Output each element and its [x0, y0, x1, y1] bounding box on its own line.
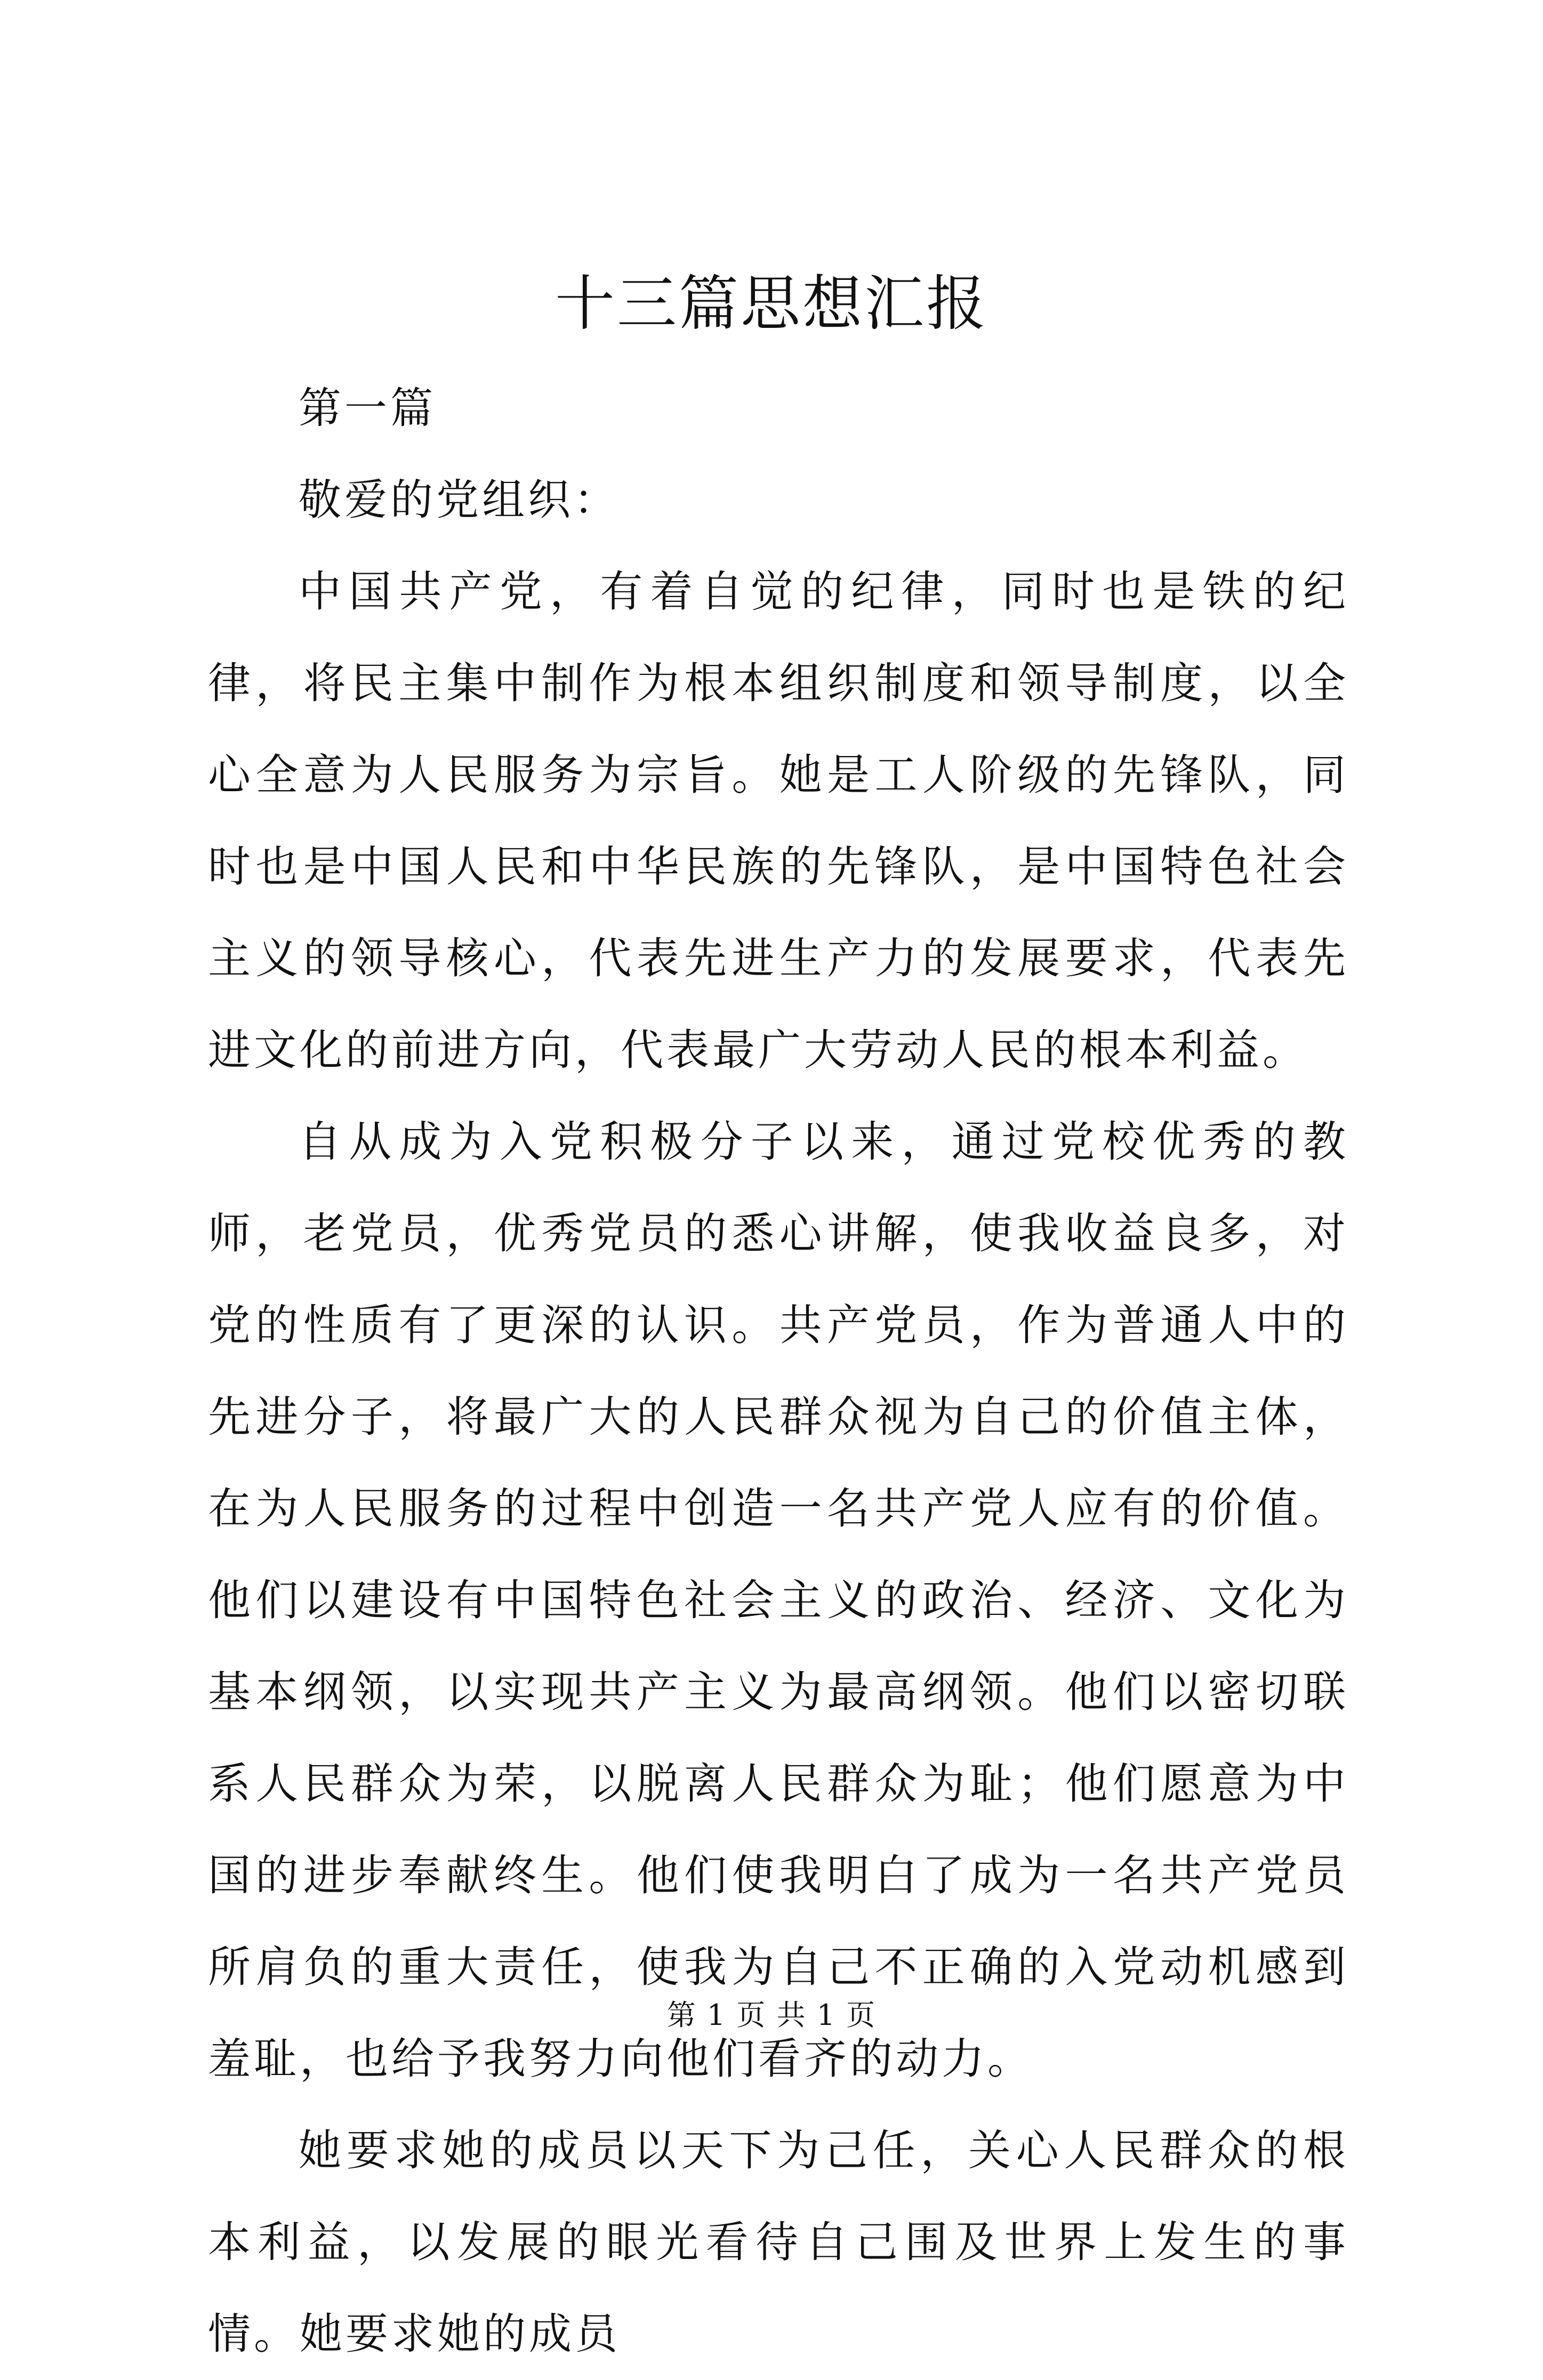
- document-body: [208, 363, 1349, 2380]
- body-paragraph: 中国共产党，有着自觉的纪律，同时也是铁的纪律，将民主集中制作为根本组织制度和领导制度，以全心全意为人民服务为宗旨。她是工人阶级的先锋队，同时也是中国人民和中华民族的先锋队，是中国特色社会主义的领导核心，代表先进生产力的发展要求，代表先进文化的前进方向，代表最广大劳动人民的根本利益。: [208, 567, 1349, 1075]
- body-paragraph: 自从成为入党积极分子以来，通过党校优秀的教师，老党员，优秀党员的悉心讲解，使我收益良多，对党的性质有了更深的认识。共产党员，作为普通人中的先进分子，将最广大的人民群众视为自己的价值主体，在为人民服务的过程中创造一名共产党人应有的价值。他们以建设有中国特色社会主义的政治、经济、文化为基本纲领，以实现共产主义为最高纲领。他们以密切联系人民群众为荣，以脱离人民群众为耻；他们愿意为中国的进步奉献终生。他们使我明白了成为一名共产党员所肩负的重大责任，使我为自己不正确的入党动机感到羞耻，也给予我努力向他们看齐的动力。: [208, 1117, 1349, 2084]
- body-paragraph: 她要求她的成员以天下为己任，关心人民群众的根本利益，以发展的眼光看待自己围及世界上发生的事情。她要求她的成员: [208, 2126, 1349, 2359]
- section-heading: 第一篇: [299, 383, 436, 433]
- document-title: 十三篇思想汇报: [555, 269, 988, 339]
- page-footer: 第 1 页 共 1 页: [666, 1998, 877, 2032]
- salutation: 敬爱的党组织：: [299, 475, 620, 525]
